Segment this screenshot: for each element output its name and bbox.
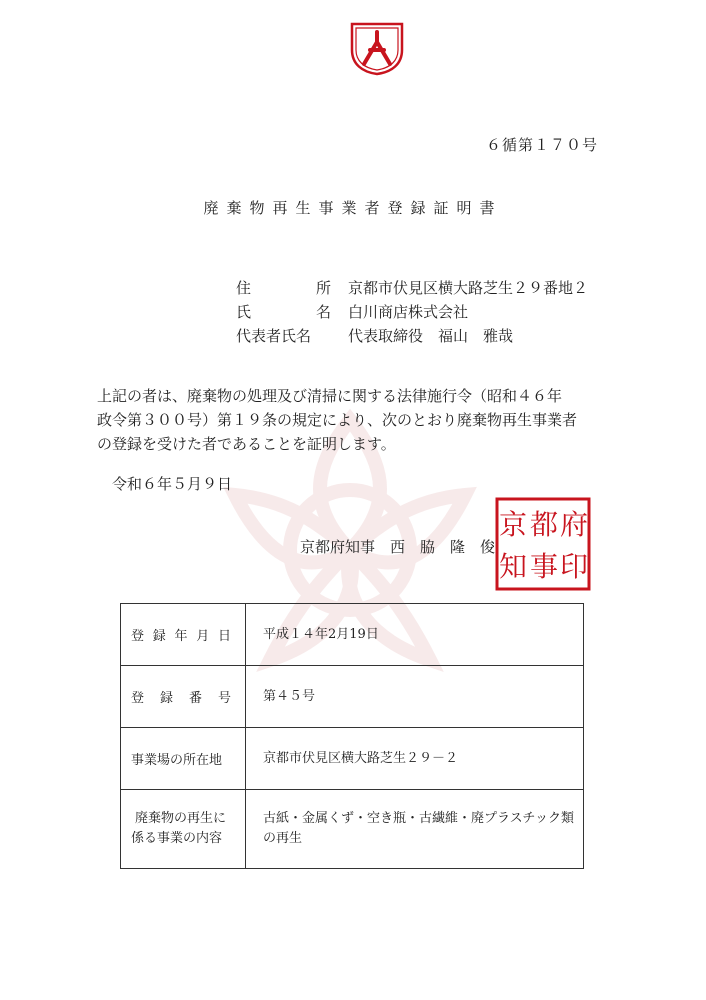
seal-char-fu: 府 — [559, 508, 589, 541]
content-value: 古紙・金属くず・空き瓶・古繊維・廃プラスチック類 の再生 — [246, 790, 584, 869]
seal-char-kyo: 京 — [498, 508, 528, 541]
representative-value: 代表取締役 福山 雅哉 — [348, 327, 514, 345]
table-row — [121, 790, 584, 869]
name-value: 白川商店株式会社 — [348, 303, 469, 321]
reg-no-value: 第４５号 — [246, 666, 584, 728]
body-line-2: 政令第３００号）第１９条の規定により、次のとおり廃棄物再生事業者 — [97, 411, 578, 429]
applicant-info — [236, 276, 588, 348]
issue-date: 令和６年５月９日 — [112, 475, 233, 493]
certification-text — [97, 384, 617, 456]
prefecture-crest-icon — [348, 20, 406, 76]
body-line-3: の登録を受けた者であることを証明します。 — [97, 435, 396, 453]
reg-no-label: 登 録 番 号 — [121, 666, 246, 728]
official-seal-icon — [494, 496, 592, 592]
name-label: 氏 名 — [236, 303, 331, 321]
table-row — [121, 604, 584, 666]
content-label: 廃棄物の再生に 係る事業の内容 — [121, 790, 246, 869]
name-row — [236, 300, 588, 324]
reg-date-value: 平成１４年2月19日 — [246, 604, 584, 666]
seal-char-chi: 知 — [498, 550, 528, 583]
reg-date-label: 登 録 年 月 日 — [121, 604, 246, 666]
document-title: 廃棄物再生事業者登録証明書 — [203, 199, 503, 217]
document-number: ６循第１７０号 — [486, 136, 599, 154]
table-row — [121, 728, 584, 790]
registration-table — [120, 603, 584, 869]
address-value: 京都市伏見区横大路芝生２９番地２ — [348, 279, 589, 297]
representative-row — [236, 324, 588, 348]
table-row — [121, 666, 584, 728]
address-row — [236, 276, 588, 300]
seal-char-ji: 事 — [529, 550, 559, 583]
seal-char-to: 都 — [529, 508, 559, 541]
seal-char-in: 印 — [559, 550, 589, 583]
site-label: 事業場の所在地 — [121, 728, 246, 790]
representative-label: 代表者氏名 — [236, 327, 312, 345]
address-label: 住 所 — [236, 279, 331, 297]
site-value: 京都市伏見区横大路芝生２９－２ — [246, 728, 584, 790]
body-line-1: 上記の者は、廃棄物の処理及び清掃に関する法律施行令（昭和４６年 — [97, 387, 563, 405]
governor-name: 京都府知事 西 脇 隆 俊 — [300, 538, 496, 556]
